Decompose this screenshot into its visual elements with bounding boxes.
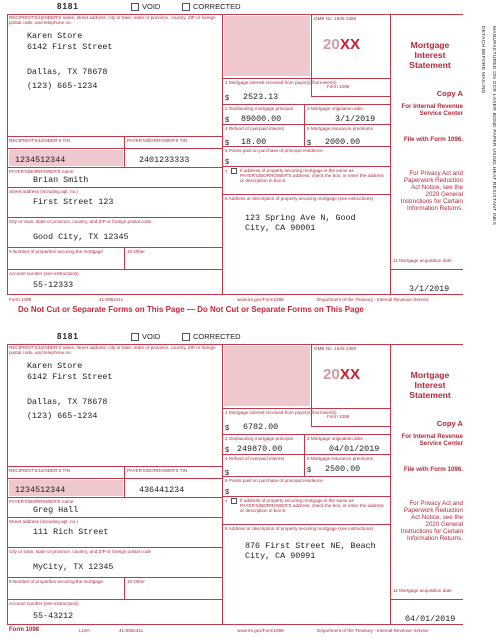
box11-label: 11 Mortgage acquisition date	[393, 258, 452, 263]
omb-number: OMB No. 1545-1380	[314, 346, 357, 351]
box2-label: 2 Outstanding mortgage principal	[225, 436, 293, 441]
box5-dollar: $	[307, 465, 312, 474]
form-code: 8181	[57, 2, 79, 11]
footer-website: www.irs.gov/Form1098	[237, 297, 284, 302]
box4-value: 18.00	[241, 137, 267, 147]
payer-name-label: PAYER'S/BORROWER'S name	[9, 499, 74, 504]
year-prefix: 20	[323, 366, 340, 383]
box3-value: 04/01/2019	[329, 444, 380, 454]
box7-text: If address of property securing mortgage is the same as PAYER'S/BORROWER'S address, check the box, or enter the address or description in box 8.	[240, 168, 384, 184]
account-value: 55-12333	[33, 280, 74, 290]
file-with-text: File with Form 1096.	[403, 466, 463, 473]
lender-name: Karen Store	[27, 361, 83, 371]
recipient-label: RECIPIENT'S/LENDER'S name, street address, city or town, state or province, country, ZIP or foreign postal code, and telephone no.	[9, 15, 216, 26]
lender-tin-label: RECIPIENT'S/LENDER'S TIN	[9, 468, 70, 473]
city-label: City or town, state or province, country, and ZIP or foreign postal code	[9, 219, 152, 224]
form-number-small: Form 1098	[327, 414, 350, 419]
box11-value: 3/1/2019	[409, 284, 450, 294]
box3-label: 3 Mortgage origination date	[307, 436, 363, 441]
account-value: 55-43212	[33, 611, 74, 621]
footer-dept: Department of the Treasury - Internal Revenue Service	[317, 628, 429, 633]
box8-label: 8 Address or description of property securing mortgage (see instructions)	[225, 526, 374, 531]
form-1098-top	[7, 2, 463, 304]
box7-label: 7	[225, 169, 228, 174]
lender-tin-value: 1234512344	[15, 155, 66, 165]
form-number-small: Form 1098	[327, 84, 350, 89]
box2-dollar: $	[225, 115, 230, 124]
box4-dollar: $	[225, 468, 230, 477]
box10-label: 10 Other	[127, 579, 145, 584]
box7-checkbox[interactable]	[231, 168, 237, 174]
year-prefix: 20	[323, 36, 340, 53]
copy-a-label: Copy A	[436, 89, 463, 98]
payer-tin-value: 436441234	[139, 485, 185, 495]
payer-city-value: Good City, TX 12345	[33, 232, 129, 242]
box8-line1: 876 First Street NE, Beach	[245, 541, 376, 551]
box11-label: 11 Mortgage acquisition date	[393, 588, 452, 593]
box5-value: 2500.00	[325, 464, 361, 474]
payer-name-value: Brian Smith	[33, 175, 89, 185]
box4-label: 4 Refund of overpaid interest	[225, 126, 284, 131]
box7-checkbox[interactable]	[231, 498, 237, 504]
lender-tin-label: RECIPIENT'S/LENDER'S TIN	[9, 138, 70, 143]
payer-tin-value: 2401233333	[139, 155, 190, 165]
year-suffix: XX	[340, 366, 361, 383]
lender-phone: (123) 665-1234	[27, 411, 98, 421]
box1-dollar: $	[225, 93, 230, 102]
box1-label: 1 Mortgage interest received from payer(s)/borrower(s)	[225, 410, 337, 415]
footer-form: Form 1098	[9, 627, 40, 633]
file-with-text: File with Form 1096.	[403, 136, 463, 143]
payer-name-value: Greg Hall	[33, 505, 79, 515]
street-label: Street address (including apt. no.)	[9, 519, 78, 524]
recipient-label: RECIPIENT'S/LENDER'S name, street address, city or town, state or province, country, ZIP or foreign postal code, and telephone no.	[9, 345, 216, 356]
corrected-checkbox[interactable]	[182, 333, 190, 341]
lender-phone: (123) 665-1234	[27, 81, 98, 91]
lender-street: 6142 First Street	[27, 372, 113, 382]
box3-value: 3/1/2019	[335, 114, 376, 124]
lender-tin-value: 1234512344	[15, 485, 66, 495]
void-label: VOID	[142, 332, 161, 341]
payer-tin-label: PAYER'S/BORROWER'S TIN	[127, 468, 188, 473]
box8-line2: City, CA 90991	[245, 551, 316, 561]
box9-label: 9 Number of properties securing the mortgage	[9, 579, 103, 584]
footer-cat: 41-0852411	[99, 297, 124, 302]
for-irs-text: For Internal Revenue Service Center	[401, 103, 463, 117]
void-checkbox[interactable]	[131, 333, 139, 341]
footer-extra: 41-0852411	[119, 628, 144, 633]
box1-label: 1 Mortgage interest received from payer(s)/borrower(s)	[225, 80, 337, 85]
form-title: Mortgage Interest Statement	[409, 370, 451, 400]
account-label: Account number (see instructions)	[9, 271, 79, 276]
lender-street: 6142 First Street	[27, 42, 113, 52]
footer-form: Form 1098	[9, 297, 32, 302]
box8-label: 8 Address or description of property securing mortgage (see instructions)	[225, 196, 374, 201]
copy-a-label: Copy A	[436, 419, 463, 428]
box7-label: 7	[225, 499, 228, 504]
privacy-text: For Privacy Act and Paperwork Reduction Act Notice, see the 2020 General Instructions for Certain Information Returns.	[400, 500, 463, 542]
box10-label: 10 Other	[127, 249, 145, 254]
street-label: Street address (including apt. no.)	[9, 189, 78, 194]
payer-tin-label: PAYER'S/BORROWER'S TIN	[127, 138, 188, 143]
void-checkbox[interactable]	[131, 3, 139, 11]
detach-before-mailing-text: DETACH BEFORE MAILING	[480, 26, 485, 94]
manufactured-note-text: MANUFACTURED ON OCR LASER BOND PAPER USING HEAT RESISTANT INKS	[491, 26, 496, 226]
box8-line2: City, CA 90001	[245, 223, 316, 233]
form-title: Mortgage Interest Statement	[409, 40, 451, 70]
form-1098-bottom	[7, 332, 463, 634]
payer-city-value: MyCity, TX 12345	[33, 562, 114, 572]
account-label: Account number (see instructions)	[9, 601, 79, 606]
box7-text: If address of property securing mortgage is the same as PAYER'S/BORROWER'S address, check the box, or enter the address or description in box 8.	[240, 498, 384, 514]
box1-value: 6782.00	[243, 422, 279, 432]
corrected-label: CORRECTED	[193, 2, 241, 11]
box5-label: 5 Mortgage insurance premiums	[307, 126, 373, 131]
omb-number: OMB No. 1545-1380	[314, 16, 357, 21]
footer-website: www.irs.gov/Form1098	[237, 628, 284, 633]
box6-label: 6 Points paid on purchase of principal residence	[225, 478, 323, 483]
cut-line-notice: Do Not Cut or Separate Forms on This Page — Do Not Cut or Separate Forms on This Page	[18, 305, 364, 314]
box8-line1: 123 Spring Ave N, Good	[245, 213, 356, 223]
box1-dollar: $	[225, 423, 230, 432]
box6-dollar: $	[225, 157, 230, 166]
box5-dollar: $	[307, 138, 312, 147]
footer-cat: L18A	[79, 628, 90, 633]
form-code: 8181	[57, 332, 79, 341]
year-suffix: XX	[340, 36, 361, 53]
box3-label: 3 Mortgage origination date	[307, 106, 363, 111]
payer-name-label: PAYER'S/BORROWER'S name	[9, 169, 74, 174]
box4-label: 4 Refund of overpaid interest	[225, 456, 284, 461]
box6-dollar: $	[225, 487, 230, 496]
box5-label: 5 Mortgage insurance premiums	[307, 456, 373, 461]
footer-dept: Department of the Treasury - Internal Revenue Service	[317, 297, 429, 302]
void-label: VOID	[142, 2, 161, 11]
corrected-label: CORRECTED	[193, 332, 241, 341]
box2-value: 89000.00	[241, 114, 282, 124]
box4-dollar: $	[225, 138, 230, 147]
city-label: City or town, state or province, country, and ZIP or foreign postal code	[9, 549, 152, 554]
payer-street-value: 111 Rich Street	[33, 527, 109, 537]
box11-value: 04/01/2019	[405, 614, 456, 624]
lender-name: Karen Store	[27, 31, 83, 41]
box2-value: 249870.00	[237, 444, 283, 454]
box5-value: 2000.00	[325, 137, 361, 147]
box1-value: 2523.13	[243, 92, 279, 102]
box6-label: 6 Points paid on purchase of principal residence	[225, 148, 323, 153]
box2-dollar: $	[225, 445, 230, 454]
lender-city: Dallas, TX 78678	[27, 397, 108, 407]
payer-street-value: First Street 123	[33, 197, 114, 207]
for-irs-text: For Internal Revenue Service Center	[401, 433, 463, 447]
box2-label: 2 Outstanding mortgage principal	[225, 106, 293, 111]
corrected-checkbox[interactable]	[182, 3, 190, 11]
privacy-text: For Privacy Act and Paperwork Reduction Act Notice, see the 2020 General Instructions for Certain Information Returns.	[400, 170, 463, 212]
box9-label: 9 Number of properties securing the mortgage	[9, 249, 103, 254]
lender-city: Dallas, TX 78678	[27, 67, 108, 77]
